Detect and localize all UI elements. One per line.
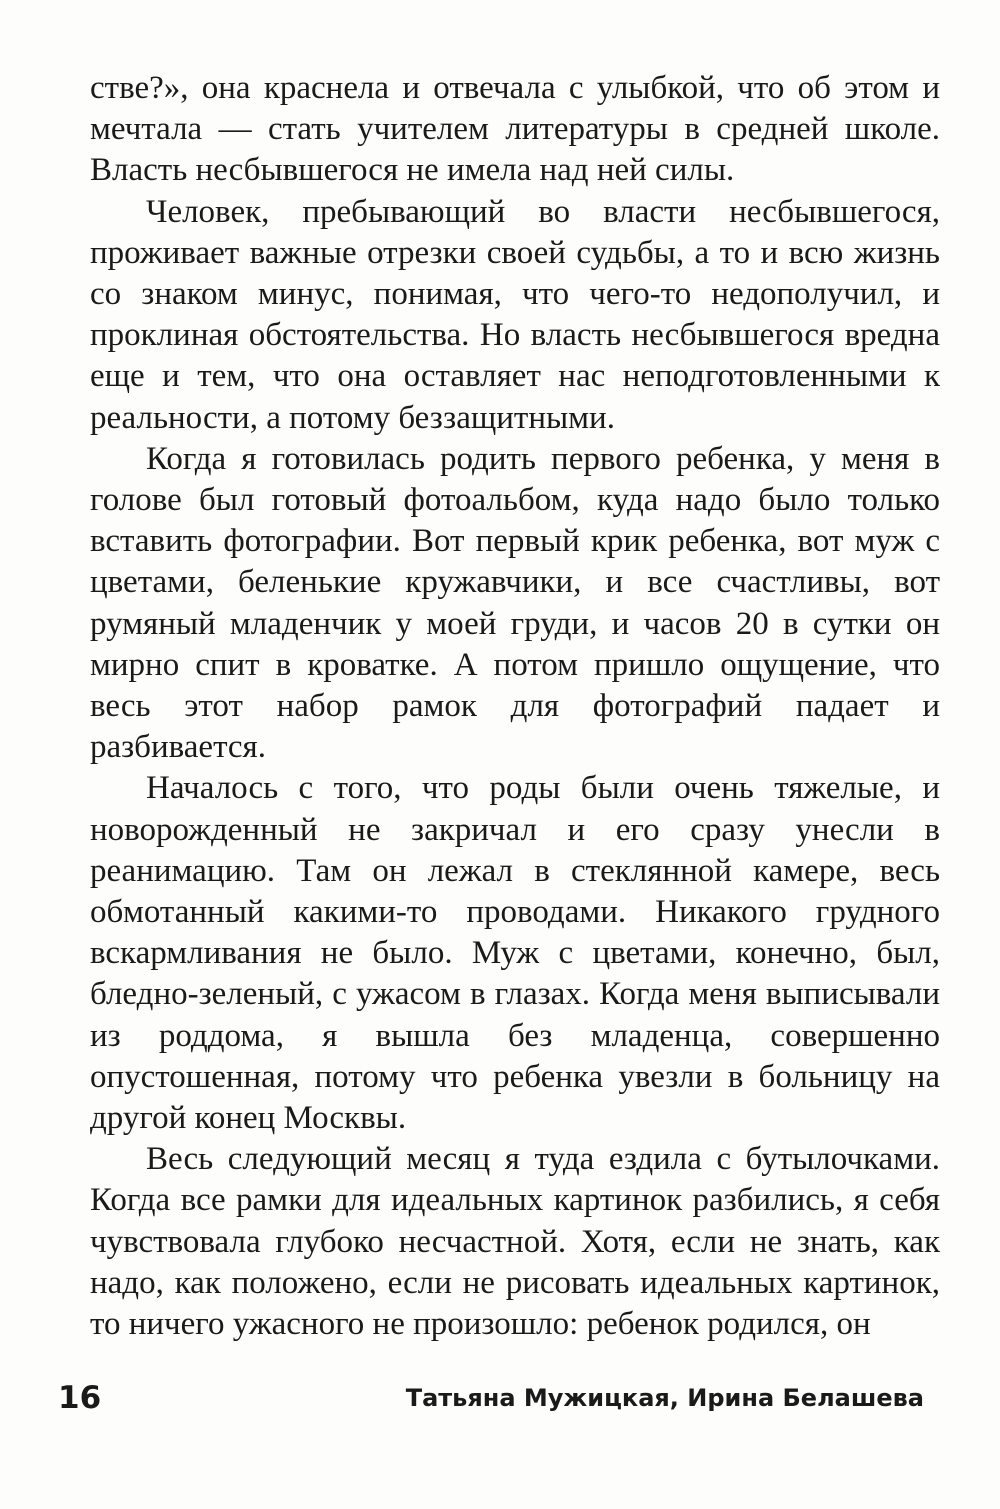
paragraph-continuation: стве?», она краснела и отвечала с улыбкой, что об этом и мечтала — стать учителем литературы в средней школе. Власть несбывшегося не имела над ней силы. [90, 70, 940, 189]
paragraph: Весь следующий месяц я туда ездила с бутылочками. Когда все рамки для идеальных картинок разбились, я себя чувствовала глубоко несчастной. Хотя, если не знать, как надо, как положено, если не рисовать идеальных картинок, то ничего ужасного не произошло: ребенок родился, он [90, 1141, 940, 1343]
paragraph: Началось с того, что роды были очень тяжелые, и новорожденный не закричал и его сразу унесли в реанимацию. Там он лежал в стеклянной камере, весь обмотанный какими-то проводами. Никакого грудного вскармливания не было. Муж с цветами, конечно, был, бледно-зеленый, с ужасом в глазах. Когда меня выписывали из роддома, я вышла без младенца, совершенно опустошенная, потому что ребенка увезли в больницу на другой конец Москвы. [90, 770, 940, 1137]
page-number: 16 [58, 1380, 102, 1416]
paragraph: Когда я готовилась родить первого ребенка, у меня в голове был готовый фотоальбом, куда надо было только вставить фотографии. Вот первый крик ребенка, вот муж с цветами, беленькие кружавчики, и все счастливы, вот румяный младенчик у моей груди, и часов 20 в сутки он мирно спит в кроватке. А потом пришло ощущение, что весь этот набор рамок для фотографий падает и разбивается. [90, 440, 940, 766]
paragraph: Человек, пребывающий во власти несбывшегося, проживает важные отрезки своей судьбы, а то и всю жизнь со знаком минус, понимая, что чего-то недополучил, и проклиная обстоятельства. Но власть несбывшегося вредна еще и тем, что она оставляет нас неподготовленными к реальности, а потому беззащитными. [90, 193, 940, 436]
running-footer-authors: Татьяна Мужицкая, Ирина Белашева [405, 1384, 924, 1412]
body-text [90, 68, 940, 1345]
